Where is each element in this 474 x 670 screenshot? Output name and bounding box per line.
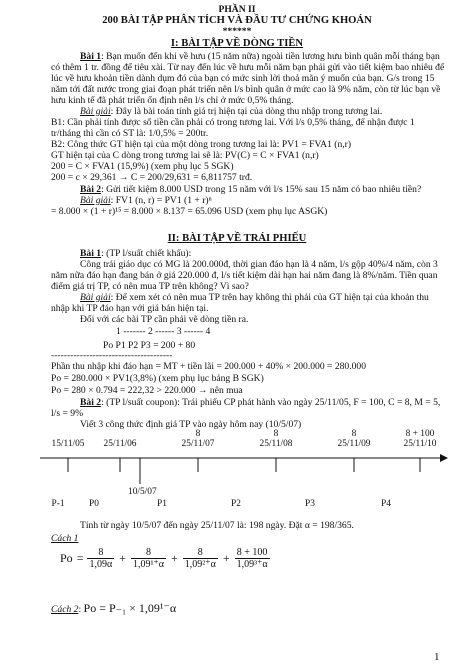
formula-term-1: $\frac{8}{1,09\alpha}$ (89, 547, 113, 570)
s1-calc1: 200 = C × FVA1 (15,9%) (xem phụ lục 5 SGK) (51, 161, 234, 172)
document-title: 200 BÀI TẬP PHÂN TÍCH VÀ ĐẦU TƯ CHỨNG KHOÁN (102, 15, 372, 26)
s1-b1-line: B1: Cần phải tính được số tiền cần phải có trong tương lai. Với l/s 0,5% tháng, để nhận được 1 (51, 117, 415, 128)
part-heading: PHẦN II (218, 4, 256, 15)
timeline-date: 25/11/07 (181, 439, 215, 449)
timeline-price: P2 (231, 499, 241, 509)
s1-b2-line: B2: Công thức GT hiện tại của một dòng trong tương lai là: PV1 = FVA1 (n,r) (51, 139, 352, 150)
timeline-coupon: 8 (351, 429, 357, 439)
formula-term-4: $\frac{8 + 100}{\text{1,09³⁺α}}$ (236, 547, 268, 570)
formula-term-3: $\frac{8}{\text{1,09²⁺α}}$ (184, 547, 216, 570)
s1-bai1-line4: năm tới đất nước trong giai đoạn phát triển nên l/s bình quân ở mức cao là 9% năm, còn từ lúc bạn về (51, 84, 441, 95)
s1-bai2-solution: Bài giải: FV1 (n, r) = PV1 (1 + r)ⁿ (80, 195, 212, 206)
s1-bai1-line2: có thêm 1 tr. đồng để tiêu xài. Từ nay đến lúc về hưu mỗi năm bạn phải gửi vào tiết kiệm bao nhiêu để (51, 62, 445, 73)
s1-bai1-line3: lúc về hưu khoản tiền dành dụm đó của bạn có mức sinh lời thoả mãn ý muốn của bạn. G/s trong 15 (51, 73, 435, 84)
section2-heading: II: BÀI TẬP VỀ TRÁI PHIẾU (167, 233, 307, 244)
s1-bai2-result: = 8.000 × (1 + r)¹⁵ = 8.000 × 8.137 = 65.096 USD (xem phụ lục ASGK) (51, 206, 328, 217)
s2-tinh-line: Tính từ ngày 10/5/07 đến ngày 25/11/07 là: 198 ngày. Đặt α = 198/365. (80, 520, 354, 531)
timeline-coupon: 8 (273, 429, 279, 439)
s1-bai1-line1: Bài 1: Bạn muốn đến khi về hưu (15 năm nữa) ngoài tiền lương hưu bình quân mỗi tháng bạn (80, 51, 440, 62)
formula-term-2: $\frac{8}{\text{1,09¹⁺α}}$ (133, 547, 165, 570)
s2-timeline-periods: 1 ------- 2 ------ 3 ------ 4 (116, 326, 211, 337)
cach1-formula: Po = $\frac{8}{1,09\alpha}$ + $\frac{8}{\text{1,09¹⁺α}}$ + $\frac{8}{\text{1,09²⁺α}}$ + $\frac{8 + 100}{\text{1,09³⁺α}}$ (60, 547, 268, 570)
s2-bai2-title: Bài 2: (TP l/suất coupon): Trái phiếu CP phát hành vào ngày 25/11/05, F = 100, C = 8, M = 5, (80, 397, 441, 408)
coupon-timeline (40, 428, 450, 510)
timeline-coupon: 8 (195, 429, 201, 439)
s2-timeline-prices: Po P1 P2 P3 = 200 + 80 (103, 340, 196, 351)
timeline-date: 25/11/08 (259, 439, 293, 449)
s2-bai1-line2: năm nữa đáo hạn đang bán ở giá 220.000 đ, l/s tiết kiệm dài hạn hai năm đang là 8%/năm. Tiền quan (51, 270, 438, 281)
timeline-date: 15/11/05 (51, 439, 85, 449)
s2-cashflow-note: Đổi với các bài TP cần phải vẽ dòng tiền ra. (80, 314, 249, 325)
timeline-arrow (440, 454, 448, 462)
s2-cach1-label: Cách 1 (51, 533, 79, 544)
s2-bai1-solution2: nhập khi TP đáo hạn với giá bán hiện tại. (51, 303, 209, 314)
s1-gt-line: GT hiện tại của C dòng trong tương lai sẽ là: PV(C) = C × FVA1 (n,r) (51, 150, 319, 161)
s1-bai2: Bài 2: Gửi tiết kiệm 8.000 USD trong 15 năm với l/s 15% sau 15 năm có bao nhiêu tiền? (80, 184, 422, 195)
title-stars: ****** (222, 26, 252, 37)
s2-bai1-line1: Công trái giáo dục có MG là 200.000đ, thời gian đáo hạn là 4 năm, l/s gộp 40%/4 năm, còn 3 (80, 259, 438, 270)
s2-bai1-line3: điểm giá trị TP, có nên mua TP trên không? Vì sao? (51, 281, 249, 292)
timeline-date: 25/11/09 (337, 439, 371, 449)
s2-bai2-line2: l/s = 9% (51, 408, 84, 419)
formula-po: Po (60, 551, 73, 566)
timeline-price: P1 (157, 499, 167, 509)
s1-b1-line2: tr/tháng thì cần có ST là: 1/0,5% = 200tr. (51, 128, 209, 139)
timeline-price: P4 (381, 499, 391, 509)
timeline-date: 25/11/10 (403, 439, 437, 449)
s1-calc2: 200 = c × 29,361 → C = 200/29,631 = 6,811757 trđ. (51, 172, 253, 183)
s2-timeline-dashes: -------------------------------------- (51, 350, 173, 361)
timeline-date: 25/11/06 (103, 439, 137, 449)
timeline-price: P0 (89, 499, 99, 509)
s2-bai1-solution: Bài giải: Để xem xét có nên mua TP trên hay không thì phải của GT hiện tại của khoản thu (80, 292, 429, 303)
s2-po-line1: Po = 280.000 × PV1(3,8%) (xem phụ lục bảng B SGK) (51, 373, 264, 384)
s1-bai1-line5: hưu kinh tế đã phát triển ổn định nên l/s chỉ ở mức 0,5% tháng. (51, 95, 294, 106)
s2-po-line2: Po = 280 × 0.794 = 222,32 > 220.000 → nên mua (51, 385, 243, 396)
timeline-coupon: 8 + 100 (405, 429, 435, 439)
s2-cach2-line: Cách 2: Po = P₋₁ × 1,09¹⁻α (51, 601, 177, 615)
timeline-today: 10/5/07 (128, 487, 157, 497)
s2-phan-thu: Phần thu nhập khi đáo hạn = MT + tiền lãi = 200.000 + 40% × 200.000 = 280.000 (51, 361, 367, 372)
section1-heading: I: BÀI TẬP VỀ DÒNG TIỀN (170, 38, 304, 49)
s2-viet-line: Viết 3 công thức định giá TP vào ngày hôm nay (10/5/07) (80, 419, 302, 430)
s2-bai1-title: Bài 1: (TP l/suất chiết khấu): (80, 248, 192, 259)
timeline-price: P3 (305, 499, 315, 509)
page-number: 1 (434, 651, 440, 663)
s1-bai1-solution: Bài giải: Đây là bài toán tính giá trị hiện tại của dòng thu nhập trong tương lai. (80, 106, 383, 117)
timeline-price: P-1 (51, 499, 65, 509)
